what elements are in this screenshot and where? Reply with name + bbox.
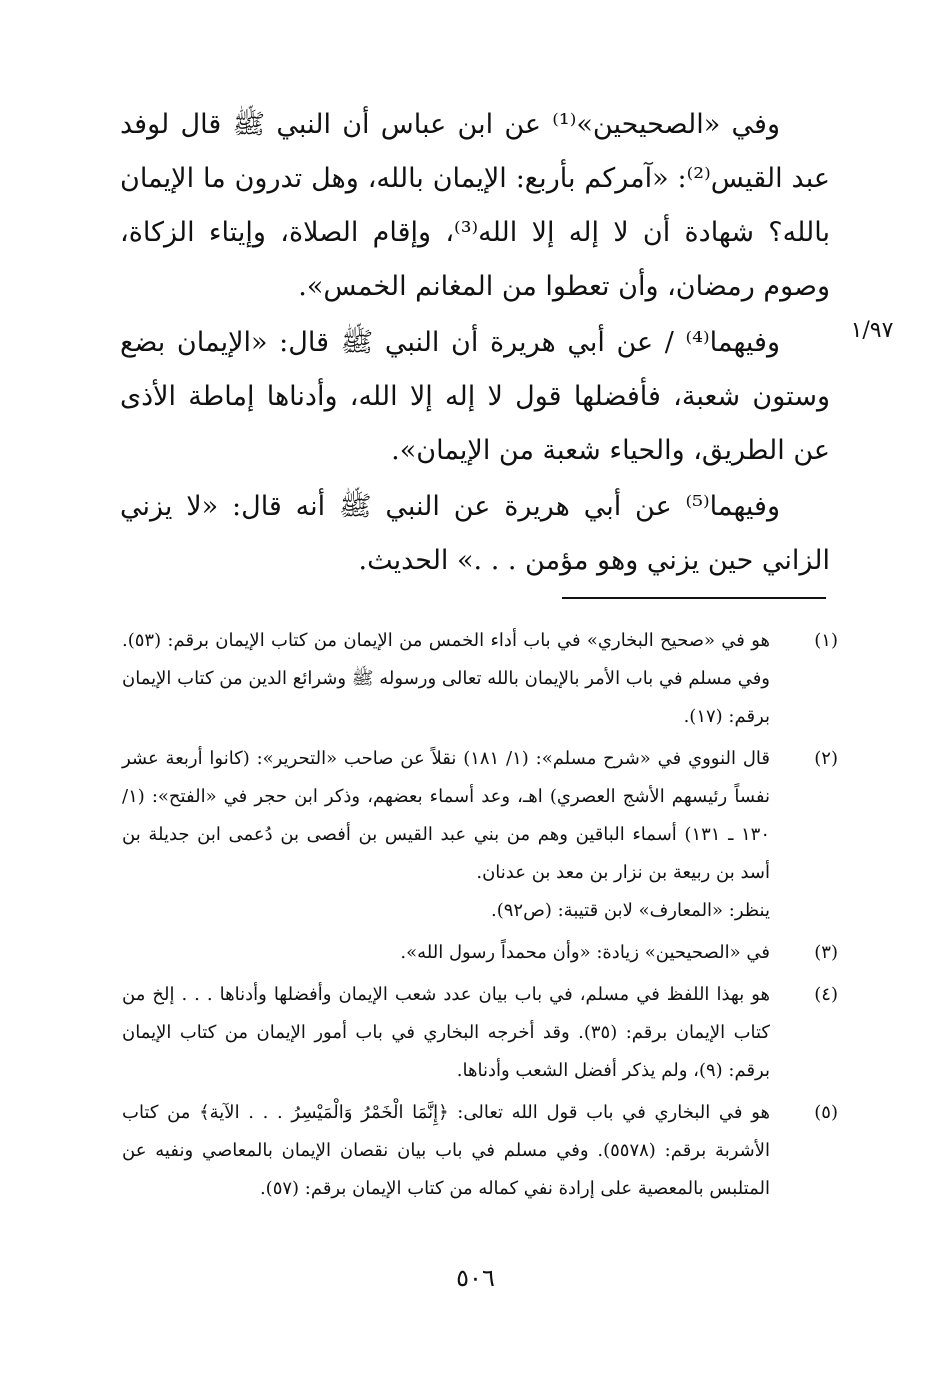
paragraph-1: وفي «الصحيحين»⁽¹⁾ عن ابن عباس أن النبي ﷺ قال لوفد عبد القيس⁽²⁾: «آمركم بأربع: الإيمان بالله، وهل تدرون ما الإيمان بالله؟ شهادة أن لا إله إلا الله⁽³⁾، وإقام الصلاة، وإيتاء الزكاة، وصوم رمضان، وأن تعطوا من المغانم الخمس».	[120, 109, 831, 302]
footnote-number: (٥)	[814, 1102, 838, 1123]
footnotes	[122, 622, 838, 1212]
footnote-body	[122, 740, 770, 930]
footnote-text: هو في «صحيح البخاري» في باب أداء الخمس من الإيمان من كتاب الإيمان برقم: (٥٣). وفي مسلم في باب الأمر بالإيمان بالله تعالى ورسوله ﷺ وشرائع الدين من كتاب الإيمان برقم: (١٧).	[122, 630, 770, 727]
footnote-separator	[562, 597, 826, 599]
footnote-number: (١)	[814, 630, 838, 651]
footnote-2	[122, 740, 838, 930]
footnote-5	[122, 1094, 838, 1208]
footnote-body	[122, 976, 770, 1090]
footnote-number: (٤)	[814, 984, 838, 1005]
footnote-1	[122, 622, 838, 736]
footnote-number: (٣)	[814, 942, 838, 963]
paragraph-2: وفيهما⁽⁴⁾ / عن أبي هريرة أن النبي ﷺ قال: «الإيمان بضع وستون شعبة، فأفضلها قول لا إله إلا الله، وأدناها إماطة الأذى عن الطريق، والحياء شعبة من الإيمان».	[120, 327, 830, 466]
footnote-number: (٢)	[814, 748, 838, 769]
footnote-text: قال النووي في «شرح مسلم»: (١/ ١٨١) نقلاً عن صاحب «التحرير»: (كانوا أربعة عشر نفساً رئيسهم الأشج العصري) اهـ، وعد أسماء بعضهم، وذكر ابن حجر في «الفتح»: (١/ ١٣٠ ـ ١٣١) أسماء الباقين وهم من بني عبد القيس بن أفصى بن دُعمى ابن جديلة بن أسد بن ربيعة بن نزار بن معد بن عدنان.	[122, 748, 771, 883]
main-text	[120, 98, 830, 588]
footnote-text: في «الصحيحين» زيادة: «وأن محمداً رسول الله».	[400, 942, 770, 963]
page-number: ٥٠٦	[456, 1264, 495, 1292]
margin-folio-note: ١/٩٧	[850, 318, 894, 343]
footnote-text: ينظر: «المعارف» لابن قتيبة: (ص٩٢).	[491, 900, 770, 921]
footnote-4	[122, 976, 838, 1090]
footnote-body	[122, 1094, 770, 1208]
footnote-body	[122, 622, 770, 736]
footnote-text: هو بهذا اللفظ في مسلم، في باب بيان عدد شعب الإيمان وأفضلها وأدناها . . . إلخ من كتاب الإيمان برقم: (٣٥). وقد أخرجه البخاري في باب أمور الإيمان من كتاب الإيمان برقم: (٩)، ولم يذكر أفضل الشعب وأدناها.	[122, 984, 771, 1081]
footnote-body	[122, 934, 770, 972]
footnote-3	[122, 934, 838, 972]
footnote-text: هو في البخاري في باب قول الله تعالى: ﴿إِنَّمَا الْخَمْرُ وَالْمَيْسِرُ . . . الآية﴾ من كتاب الأشربة برقم: (٥٥٧٨). وفي مسلم في باب بيان نقصان الإيمان بالمعاصي ونفيه عن المتلبس بالمعصية على إرادة نفي كماله من كتاب الإيمان برقم: (٥٧).	[122, 1102, 771, 1199]
paragraph-3: وفيهما⁽⁵⁾ عن أبي هريرة عن النبي ﷺ أنه قال: «لا يزني الزاني حين يزني وهو مؤمن . . .» الحديث.	[120, 491, 830, 576]
